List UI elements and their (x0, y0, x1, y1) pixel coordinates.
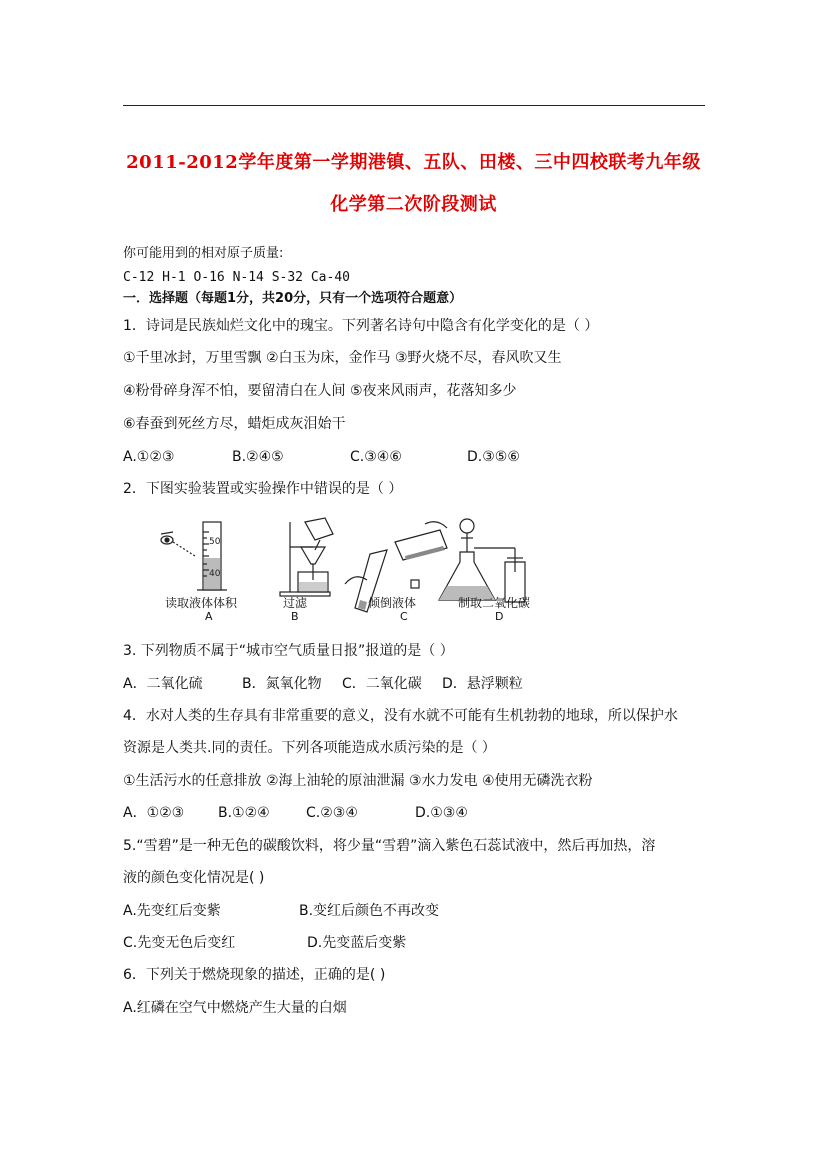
exam-title-line2: 化学第二次阶段测试 (330, 194, 497, 215)
q3-option-c: C．二氧化碳 (342, 676, 422, 692)
q4-option-a: A．①②③ (123, 805, 185, 821)
scale-label-40: 40 (209, 569, 221, 579)
q5-option-c: C.先变无色后变红 (123, 935, 236, 951)
figure-label-b: 过滤 (283, 596, 308, 610)
figure-letter-b: B (291, 610, 299, 623)
q1-item-line3: ⑥春蚕到死丝方尽，蜡炬成灰泪始干 (123, 416, 346, 432)
q2-stem: 2．下图实验装置或实验操作中错误的是（ ） (123, 481, 403, 497)
section1-heading: 一．选择题（每题1分，共20分，只有一个选项符合题意） (123, 291, 463, 306)
figure-letter-c: C (400, 610, 408, 623)
q1-option-b: B.②④⑤ (232, 449, 284, 465)
exam-title-line1: 2011-2012学年度第一学期港镇、五队、田楼、三中四校联考九年级 (126, 152, 701, 173)
q3-stem: 3. 下列物质不属于“城市空气质量日报”报道的是（ ） (123, 643, 454, 659)
q4-stem-line1: 4．水对人类的生存具有非常重要的意义，没有水就不可能有生机勃勃的地球，所以保护水 (123, 708, 678, 724)
scale-label-50: 50 (209, 537, 221, 547)
figure-label-d: 制取二氧化碳 (458, 596, 531, 610)
q6-stem: 6．下列关于燃烧现象的描述，正确的是( ) (123, 967, 386, 983)
q5-stem-line2: 液的颜色变化情况是( ) (123, 870, 265, 886)
apparatus-a-cylinder (161, 522, 227, 590)
q2-apparatus-figure (155, 512, 550, 627)
q4-option-c: C.②③④ (306, 805, 358, 821)
q1-item-line1: ①千里冰封，万里雪飘 ②白玉为床，金作马 ③野火烧不尽，春风吹又生 (123, 350, 562, 366)
q5-option-d: D.先变蓝后变紫 (307, 935, 407, 951)
q3-option-b: B．氮氧化物 (242, 676, 322, 692)
apparatus-b-filtration (280, 518, 333, 596)
q1-option-d: D.③⑤⑥ (467, 449, 520, 465)
header-rule (123, 105, 705, 106)
q3-option-d: D．悬浮颗粒 (442, 676, 523, 692)
atomic-mass-label: 你可能用到的相对原子质量: (123, 246, 284, 261)
q4-stem-line2: 资源是人类共.同的责任。下列各项能造成水质污染的是（ ） (123, 740, 496, 756)
q1-stem: 1．诗词是民族灿烂文化中的瑰宝。下列著名诗句中隐含有化学变化的是（ ） (123, 318, 599, 334)
q5-option-b: B.变红后颜色不再改变 (299, 903, 440, 919)
q5-stem-line1: 5.“雪碧”是一种无色的碳酸饮料，将少量“雪碧”滴入紫色石蕊试液中，然后再加热，溶 (123, 838, 656, 854)
q4-option-b: B.①②④ (218, 805, 270, 821)
q4-items: ①生活污水的任意排放 ②海上油轮的原油泄漏 ③水力发电 ④使用无磷洗衣粉 (123, 773, 593, 789)
q4-option-d: D.①③④ (415, 805, 468, 821)
apparatus-d-co2 (439, 519, 525, 602)
figure-letter-d: D (495, 610, 504, 623)
figure-letter-a: A (205, 610, 213, 623)
figure-label-c: 倾倒液体 (368, 596, 417, 610)
q1-item-line2: ④粉骨碎身浑不怕，要留清白在人间 ⑤夜来风雨声，花落知多少 (123, 383, 517, 399)
q3-option-a: A．二氧化硫 (123, 676, 203, 692)
atomic-mass-values: C-12 H-1 O-16 N-14 S-32 Ca-40 (123, 270, 350, 285)
q6-option-a: A.红磷在空气中燃烧产生大量的白烟 (123, 1000, 347, 1016)
q5-option-a: A.先变红后变紫 (123, 903, 221, 919)
figure-label-a: 读取液体体积 (165, 596, 238, 610)
q1-option-a: A.①②③ (123, 449, 175, 465)
q1-option-c: C.③④⑥ (350, 449, 402, 465)
